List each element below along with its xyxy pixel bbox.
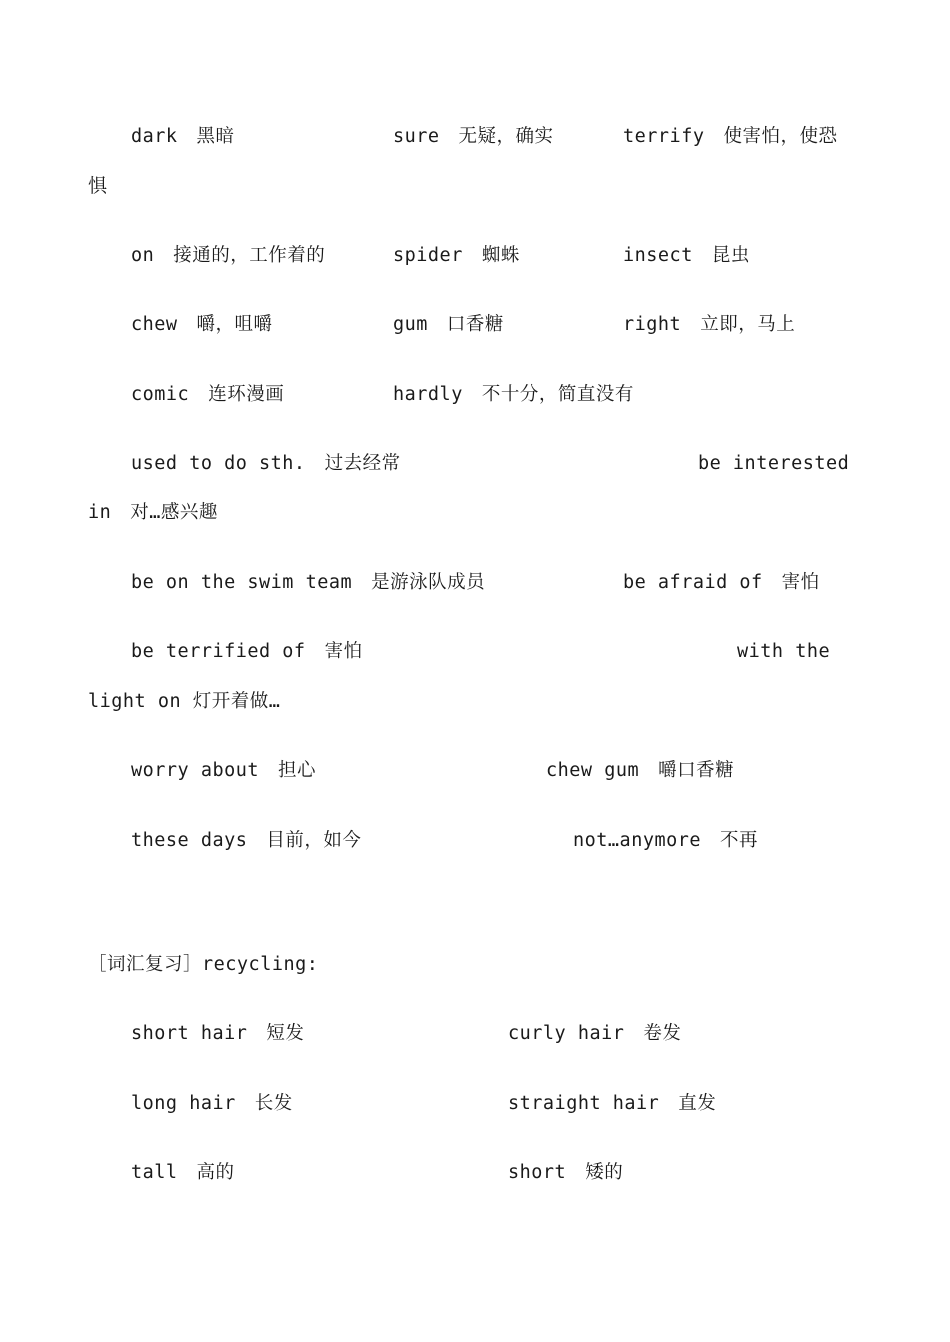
vocab-right: right 立即，马上 [623, 314, 796, 335]
review-tall: tall 高的 [131, 1162, 235, 1183]
phrase-anymore: not…anymore 不再 [573, 830, 759, 851]
phrase-light-wrap: light on 灯开着做… [88, 691, 281, 712]
review-heading: ［词汇复习］recycling: [88, 954, 319, 975]
vocab-dark: dark 黑暗 [131, 126, 235, 147]
vocab-hardly: hardly 不十分，简直没有 [393, 384, 634, 405]
phrase-interested-start: be interested [698, 453, 850, 474]
vocab-chew: chew 嚼，咀嚼 [131, 314, 273, 335]
phrase-these-days: these days 目前，如今 [131, 830, 362, 851]
vocab-insect: insect 昆虫 [623, 245, 750, 266]
vocab-gum: gum 口香糖 [393, 314, 504, 335]
vocab-sure: sure 无疑，确实 [393, 126, 554, 147]
phrase-swim-team: be on the swim team 是游泳队成员 [131, 572, 486, 593]
phrase-chew-gum: chew gum 嚼口香糖 [546, 760, 735, 781]
vocab-comic: comic 连环漫画 [131, 384, 285, 405]
phrase-interested-wrap: in 对…感兴趣 [88, 502, 218, 523]
phrase-used-to: used to do sth. 过去经常 [131, 453, 401, 474]
review-short: short 矮的 [508, 1162, 624, 1183]
vocab-on: on 接通的，工作着的 [131, 245, 326, 266]
phrase-terrified: be terrified of 害怕 [131, 641, 363, 662]
vocab-spider: spider 蜘蛛 [393, 245, 520, 266]
review-short-hair: short hair 短发 [131, 1023, 305, 1044]
phrase-light-start: with the [737, 641, 831, 662]
phrase-worry: worry about 担心 [131, 760, 317, 781]
review-curly-hair: curly hair 卷发 [508, 1023, 682, 1044]
phrase-afraid: be afraid of 害怕 [623, 572, 820, 593]
vocab-terrify-wrap: 惧 [88, 175, 108, 197]
vocab-terrify: terrify 使害怕，使恐 [623, 126, 838, 147]
review-straight-hair: straight hair 直发 [508, 1093, 717, 1114]
review-long-hair: long hair 长发 [131, 1093, 293, 1114]
